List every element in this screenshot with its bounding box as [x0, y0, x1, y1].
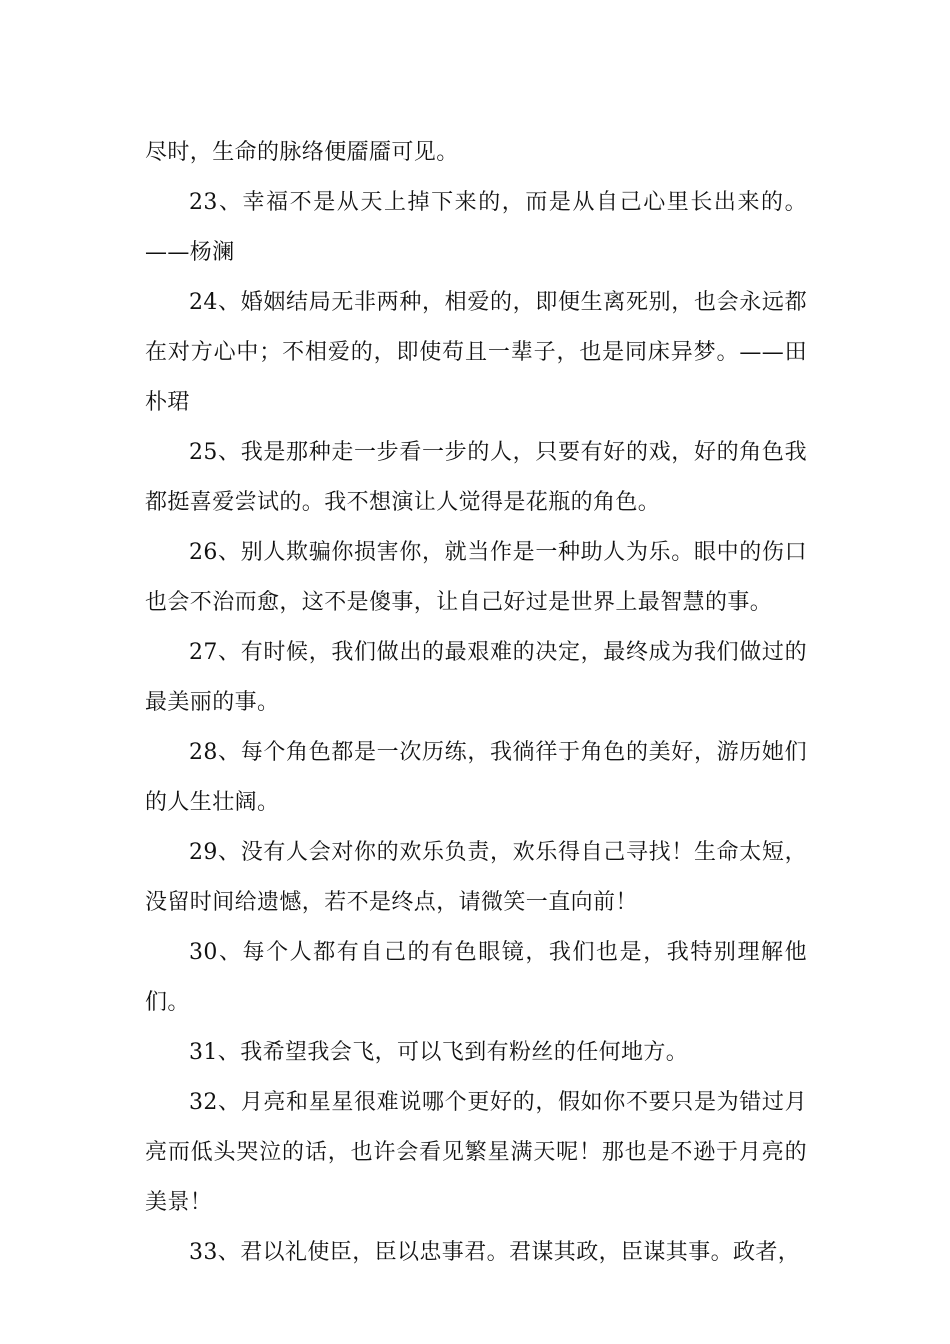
quote-29: 29、没有人会对你的欢乐负责，欢乐得自己寻找！生命太短，没留时间给遗憾，若不是终点，请微笑一直向前！ [145, 840, 807, 915]
paragraph-continuation: 尽时，生命的脉络便靥靥可见。 [145, 140, 459, 165]
quote-31: 31、我希望我会飞，可以飞到有粉丝的任何地方。 [189, 1040, 689, 1065]
quote-28: 28、每个角色都是一次历练，我徜徉于角色的美好，游历她们的人生壮阔。 [145, 740, 807, 815]
quote-25: 25、我是那种走一步看一步的人，只要有好的戏，好的角色我都挺喜爱尝试的。我不想演让人觉得是花瓶的角色。 [145, 440, 807, 515]
quote-32: 32、月亮和星星很难说哪个更好的，假如你不要只是为错过月亮而低头哭泣的话，也许会看见繁星满天呢！那也是不逊于月亮的美景！ [145, 1090, 807, 1215]
quote-24: 24、婚姻结局无非两种，相爱的，即便生离死别，也会永远都在对方心中；不相爱的，即使苟且一辈子，也是同床异梦。——田朴珺 [145, 290, 807, 415]
quote-23: 23、幸福不是从天上掉下来的，而是从自己心里长出来的。——杨澜 [145, 190, 807, 265]
quote-27: 27、有时候，我们做出的最艰难的决定，最终成为我们做过的最美丽的事。 [145, 640, 807, 715]
quote-26: 26、别人欺骗你损害你，就当作是一种助人为乐。眼中的伤口也会不治而愈，这不是傻事，让自己好过是世界上最智慧的事。 [145, 540, 807, 615]
quote-30: 30、每个人都有自己的有色眼镜，我们也是，我特别理解他们。 [145, 940, 807, 1015]
document-body [145, 128, 807, 1278]
quote-33: 33、君以礼使臣，臣以忠事君。君谋其政，臣谋其事。政者， [189, 1240, 801, 1265]
